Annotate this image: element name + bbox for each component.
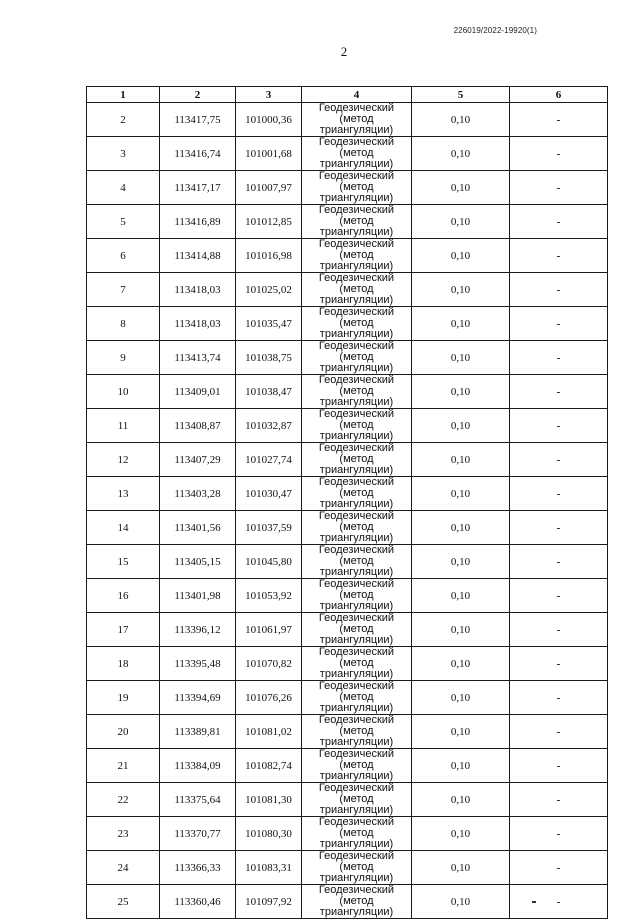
- note-cell: -: [510, 647, 608, 681]
- accuracy-cell: 0,10: [412, 409, 510, 443]
- x-coordinate-cell: 113401,98: [160, 579, 236, 613]
- method-detail: (метод триангуляции): [319, 691, 394, 714]
- method-name: Геодезический: [318, 204, 395, 216]
- table-row: [87, 341, 608, 375]
- accuracy-cell: 0,10: [412, 273, 510, 307]
- y-coordinate-cell: 101082,74: [236, 749, 302, 783]
- point-number-cell: 18: [87, 647, 160, 681]
- table-row: [87, 613, 608, 647]
- method-detail: (метод триангуляции): [319, 521, 394, 544]
- point-number-cell: 9: [87, 341, 160, 375]
- y-coordinate-cell: 101012,85: [236, 205, 302, 239]
- point-number-cell: 23: [87, 817, 160, 851]
- note-cell: -: [510, 715, 608, 749]
- x-coordinate-cell: 113417,17: [160, 171, 236, 205]
- method-detail: (метод триангуляции): [319, 317, 394, 340]
- method-cell: [302, 443, 412, 477]
- column-header-y-coordinate: 3: [236, 87, 302, 103]
- y-coordinate-cell: 101032,87: [236, 409, 302, 443]
- column-header-note: 6: [510, 87, 608, 103]
- method-detail: (метод триангуляции): [319, 827, 394, 850]
- note-cell: -: [510, 817, 608, 851]
- method-detail: (метод триангуляции): [319, 249, 394, 272]
- accuracy-cell: 0,10: [412, 443, 510, 477]
- note-cell: -: [510, 443, 608, 477]
- accuracy-cell: 0,10: [412, 545, 510, 579]
- y-coordinate-cell: 101030,47: [236, 477, 302, 511]
- method-cell: [302, 681, 412, 715]
- x-coordinate-cell: 113389,81: [160, 715, 236, 749]
- note-cell: -: [510, 749, 608, 783]
- method-cell: [302, 783, 412, 817]
- x-coordinate-cell: 113360,46: [160, 885, 236, 919]
- y-coordinate-cell: 101007,97: [236, 171, 302, 205]
- point-number-cell: 11: [87, 409, 160, 443]
- y-coordinate-cell: 101080,30: [236, 817, 302, 851]
- method-name: Геодезический: [318, 578, 395, 590]
- x-coordinate-cell: 113405,15: [160, 545, 236, 579]
- scan-edge-mark: [532, 901, 536, 903]
- method-cell: [302, 137, 412, 171]
- accuracy-cell: 0,10: [412, 477, 510, 511]
- method-cell: [302, 341, 412, 375]
- method-detail: (метод триангуляции): [319, 725, 394, 748]
- accuracy-cell: 0,10: [412, 341, 510, 375]
- note-cell: -: [510, 681, 608, 715]
- x-coordinate-cell: 113370,77: [160, 817, 236, 851]
- method-cell: [302, 477, 412, 511]
- method-detail: (метод триангуляции): [319, 385, 394, 408]
- x-coordinate-cell: 113366,33: [160, 851, 236, 885]
- accuracy-cell: 0,10: [412, 749, 510, 783]
- x-coordinate-cell: 113401,56: [160, 511, 236, 545]
- x-coordinate-cell: 113403,28: [160, 477, 236, 511]
- note-cell: -: [510, 103, 608, 137]
- y-coordinate-cell: 101083,31: [236, 851, 302, 885]
- method-name: Геодезический: [318, 408, 395, 420]
- point-number-cell: 2: [87, 103, 160, 137]
- method-cell: [302, 885, 412, 919]
- note-cell: -: [510, 579, 608, 613]
- method-cell: [302, 239, 412, 273]
- point-number-cell: 12: [87, 443, 160, 477]
- x-coordinate-cell: 113407,29: [160, 443, 236, 477]
- table-row: [87, 375, 608, 409]
- method-name: Геодезический: [318, 442, 395, 454]
- table-row: [87, 239, 608, 273]
- table-header-row: [87, 87, 608, 103]
- x-coordinate-cell: 113418,03: [160, 273, 236, 307]
- method-name: Геодезический: [318, 714, 395, 726]
- point-number-cell: 24: [87, 851, 160, 885]
- table-row: [87, 205, 608, 239]
- method-cell: [302, 647, 412, 681]
- method-detail: (метод триангуляции): [319, 147, 394, 170]
- note-cell: -: [510, 885, 608, 919]
- method-name: Геодезический: [318, 374, 395, 386]
- point-number-cell: 21: [87, 749, 160, 783]
- y-coordinate-cell: 101061,97: [236, 613, 302, 647]
- table-row: [87, 307, 608, 341]
- column-header-accuracy: 5: [412, 87, 510, 103]
- table-row: [87, 647, 608, 681]
- x-coordinate-cell: 113414,88: [160, 239, 236, 273]
- y-coordinate-cell: 101045,80: [236, 545, 302, 579]
- method-cell: [302, 613, 412, 647]
- y-coordinate-cell: 101025,02: [236, 273, 302, 307]
- method-cell: [302, 409, 412, 443]
- x-coordinate-cell: 113394,69: [160, 681, 236, 715]
- y-coordinate-cell: 101097,92: [236, 885, 302, 919]
- table-row: [87, 885, 608, 919]
- table-row: [87, 681, 608, 715]
- document-registration-number: 226019/2022-19920(1): [453, 26, 537, 35]
- accuracy-cell: 0,10: [412, 885, 510, 919]
- x-coordinate-cell: 113417,75: [160, 103, 236, 137]
- point-number-cell: 19: [87, 681, 160, 715]
- method-name: Геодезический: [318, 340, 395, 352]
- x-coordinate-cell: 113375,64: [160, 783, 236, 817]
- table-row: [87, 851, 608, 885]
- note-cell: -: [510, 341, 608, 375]
- note-cell: -: [510, 137, 608, 171]
- coordinates-table: [86, 86, 608, 919]
- table-row: [87, 409, 608, 443]
- method-detail: (метод триангуляции): [319, 113, 394, 136]
- x-coordinate-cell: 113395,48: [160, 647, 236, 681]
- method-cell: [302, 749, 412, 783]
- method-name: Геодезический: [318, 510, 395, 522]
- y-coordinate-cell: 101076,26: [236, 681, 302, 715]
- x-coordinate-cell: 113408,87: [160, 409, 236, 443]
- table-row: [87, 715, 608, 749]
- method-name: Геодезический: [318, 102, 395, 114]
- accuracy-cell: 0,10: [412, 239, 510, 273]
- method-name: Геодезический: [318, 782, 395, 794]
- point-number-cell: 22: [87, 783, 160, 817]
- column-header-method: 4: [302, 87, 412, 103]
- table-row: [87, 171, 608, 205]
- y-coordinate-cell: 101016,98: [236, 239, 302, 273]
- table-row: [87, 783, 608, 817]
- page-number: 2: [340, 44, 348, 59]
- accuracy-cell: 0,10: [412, 647, 510, 681]
- accuracy-cell: 0,10: [412, 307, 510, 341]
- method-cell: [302, 817, 412, 851]
- y-coordinate-cell: 101081,30: [236, 783, 302, 817]
- table-body: [87, 103, 608, 919]
- accuracy-cell: 0,10: [412, 817, 510, 851]
- accuracy-cell: 0,10: [412, 579, 510, 613]
- accuracy-cell: 0,10: [412, 103, 510, 137]
- y-coordinate-cell: 101081,02: [236, 715, 302, 749]
- y-coordinate-cell: 101038,75: [236, 341, 302, 375]
- note-cell: -: [510, 375, 608, 409]
- point-number-cell: 4: [87, 171, 160, 205]
- table-row: [87, 545, 608, 579]
- method-name: Геодезический: [318, 612, 395, 624]
- point-number-cell: 5: [87, 205, 160, 239]
- method-name: Геодезический: [318, 136, 395, 148]
- method-cell: [302, 715, 412, 749]
- point-number-cell: 20: [87, 715, 160, 749]
- accuracy-cell: 0,10: [412, 511, 510, 545]
- method-detail: (метод триангуляции): [319, 453, 394, 476]
- method-detail: (метод триангуляции): [319, 861, 394, 884]
- method-name: Геодезический: [318, 884, 395, 896]
- x-coordinate-cell: 113413,74: [160, 341, 236, 375]
- method-detail: (метод триангуляции): [319, 487, 394, 510]
- method-detail: (метод триангуляции): [319, 419, 394, 442]
- accuracy-cell: 0,10: [412, 171, 510, 205]
- accuracy-cell: 0,10: [412, 613, 510, 647]
- table-row: [87, 477, 608, 511]
- table-row: [87, 749, 608, 783]
- method-detail: (метод триангуляции): [319, 895, 394, 918]
- method-detail: (метод триангуляции): [319, 351, 394, 374]
- method-name: Геодезический: [318, 238, 395, 250]
- method-name: Геодезический: [318, 680, 395, 692]
- point-number-cell: 15: [87, 545, 160, 579]
- method-name: Геодезический: [318, 170, 395, 182]
- method-detail: (метод триангуляции): [319, 589, 394, 612]
- y-coordinate-cell: 101070,82: [236, 647, 302, 681]
- method-cell: [302, 273, 412, 307]
- x-coordinate-cell: 113384,09: [160, 749, 236, 783]
- note-cell: -: [510, 613, 608, 647]
- note-cell: -: [510, 273, 608, 307]
- table-row: [87, 511, 608, 545]
- table-row: [87, 579, 608, 613]
- method-cell: [302, 545, 412, 579]
- y-coordinate-cell: 101037,59: [236, 511, 302, 545]
- accuracy-cell: 0,10: [412, 715, 510, 749]
- y-coordinate-cell: 101027,74: [236, 443, 302, 477]
- table-row: [87, 817, 608, 851]
- method-cell: [302, 103, 412, 137]
- note-cell: -: [510, 205, 608, 239]
- note-cell: -: [510, 511, 608, 545]
- note-cell: -: [510, 171, 608, 205]
- method-name: Геодезический: [318, 306, 395, 318]
- point-number-cell: 3: [87, 137, 160, 171]
- method-detail: (метод триангуляции): [319, 657, 394, 680]
- accuracy-cell: 0,10: [412, 375, 510, 409]
- method-detail: (метод триангуляции): [319, 555, 394, 578]
- method-cell: [302, 205, 412, 239]
- note-cell: -: [510, 239, 608, 273]
- point-number-cell: 10: [87, 375, 160, 409]
- note-cell: -: [510, 477, 608, 511]
- method-cell: [302, 171, 412, 205]
- note-cell: -: [510, 545, 608, 579]
- x-coordinate-cell: 113409,01: [160, 375, 236, 409]
- method-cell: [302, 307, 412, 341]
- method-name: Геодезический: [318, 748, 395, 760]
- point-number-cell: 16: [87, 579, 160, 613]
- note-cell: -: [510, 307, 608, 341]
- method-name: Геодезический: [318, 476, 395, 488]
- point-number-cell: 7: [87, 273, 160, 307]
- note-cell: -: [510, 409, 608, 443]
- x-coordinate-cell: 113396,12: [160, 613, 236, 647]
- x-coordinate-cell: 113416,74: [160, 137, 236, 171]
- y-coordinate-cell: 101000,36: [236, 103, 302, 137]
- table-row: [87, 443, 608, 477]
- column-header-x-coordinate: 2: [160, 87, 236, 103]
- point-number-cell: 13: [87, 477, 160, 511]
- method-detail: (метод триангуляции): [319, 215, 394, 238]
- point-number-cell: 14: [87, 511, 160, 545]
- x-coordinate-cell: 113418,03: [160, 307, 236, 341]
- y-coordinate-cell: 101038,47: [236, 375, 302, 409]
- point-number-cell: 25: [87, 885, 160, 919]
- method-detail: (метод триангуляции): [319, 181, 394, 204]
- method-cell: [302, 375, 412, 409]
- accuracy-cell: 0,10: [412, 205, 510, 239]
- method-cell: [302, 579, 412, 613]
- y-coordinate-cell: 101053,92: [236, 579, 302, 613]
- method-name: Геодезический: [318, 816, 395, 828]
- accuracy-cell: 0,10: [412, 137, 510, 171]
- point-number-cell: 8: [87, 307, 160, 341]
- accuracy-cell: 0,10: [412, 681, 510, 715]
- accuracy-cell: 0,10: [412, 783, 510, 817]
- method-cell: [302, 851, 412, 885]
- method-name: Геодезический: [318, 272, 395, 284]
- method-cell: [302, 511, 412, 545]
- point-number-cell: 6: [87, 239, 160, 273]
- table-row: [87, 137, 608, 171]
- column-header-point-number: 1: [87, 87, 160, 103]
- method-name: Геодезический: [318, 646, 395, 658]
- method-detail: (метод триангуляции): [319, 623, 394, 646]
- table-row: [87, 273, 608, 307]
- table-row: [87, 103, 608, 137]
- method-detail: (метод триангуляции): [319, 283, 394, 306]
- point-number-cell: 17: [87, 613, 160, 647]
- note-cell: -: [510, 783, 608, 817]
- y-coordinate-cell: 101001,68: [236, 137, 302, 171]
- y-coordinate-cell: 101035,47: [236, 307, 302, 341]
- note-cell: -: [510, 851, 608, 885]
- method-detail: (метод триангуляции): [319, 793, 394, 816]
- method-name: Геодезический: [318, 850, 395, 862]
- accuracy-cell: 0,10: [412, 851, 510, 885]
- method-name: Геодезический: [318, 544, 395, 556]
- method-detail: (метод триангуляции): [319, 759, 394, 782]
- x-coordinate-cell: 113416,89: [160, 205, 236, 239]
